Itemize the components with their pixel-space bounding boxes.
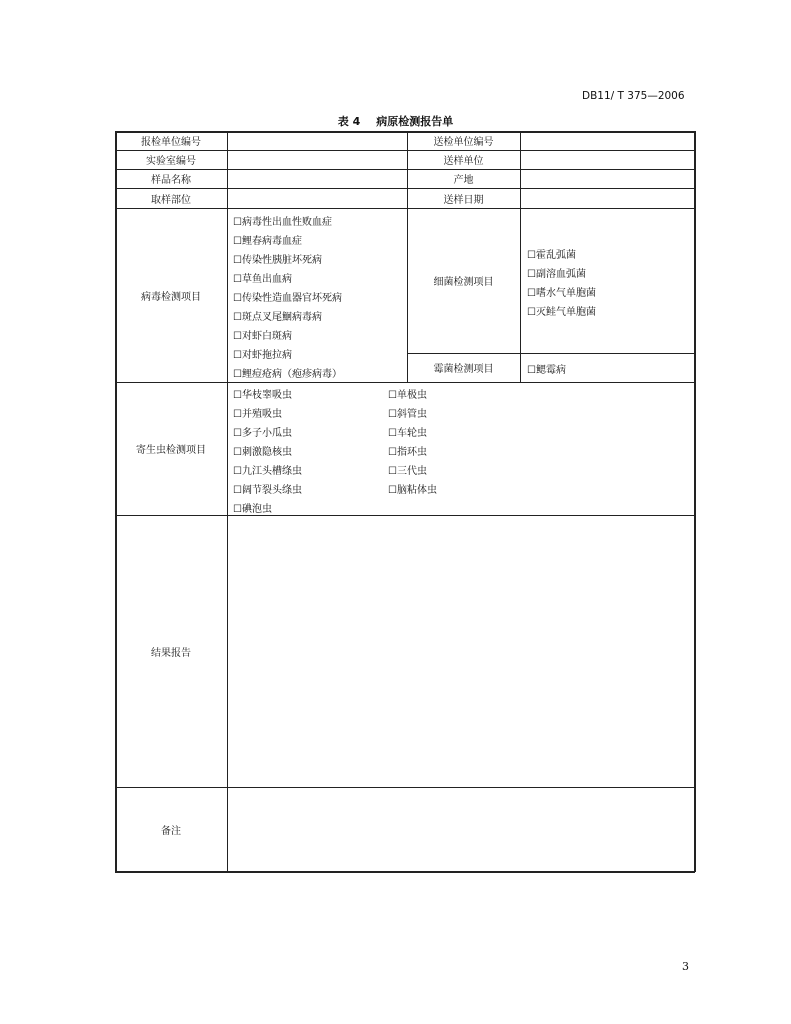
result-report-label: 结果报告 [151,647,191,659]
standard-code: DB11/ T 375—2006 [582,90,685,102]
bacteria-option: ☐副溶血弧菌 [527,269,586,280]
table-right-border [694,131,696,872]
sample-date-label: 送样日期 [443,194,484,206]
virus-option: ☐传染性胰脏坏死病 [233,255,322,266]
parasite-option: ☐华枝睾吸虫 [233,390,292,401]
bacteria-option: ☐嗜水气单胞菌 [527,288,596,299]
parasite-option: ☐单极虫 [388,390,427,401]
virus-option: ☐病毒性出血性败血症 [233,217,332,228]
parasite-option: ☐多子小瓜虫 [233,428,292,439]
virus-option: ☐传染性造血器官坏死病 [233,293,342,304]
virus-option: ☐对虾拖拉病 [233,350,292,361]
fungus-items-label: 霉菌检测项目 [433,364,494,375]
virus-option: ☐草鱼出血病 [233,274,292,285]
parasite-option: ☐九江头槽绦虫 [233,466,302,477]
parasite-items-label: 寄生虫检测项目 [136,445,206,456]
parasite-option: ☐阔节裂头绦虫 [233,485,302,496]
parasite-option: ☐脑粘体虫 [388,485,437,496]
bacteria-option: ☐灭鲑气单胞菌 [527,307,596,318]
sampling-site-label: 取样部位 [151,194,191,206]
virus-option: ☐鲤痘疮病（疱疹病毒） [233,369,342,380]
column-divider [227,131,228,872]
parasite-option: ☐指环虫 [388,447,427,458]
submit-unit-no-label: 报检单位编号 [141,137,201,148]
virus-option: ☐鲤春病毒血症 [233,236,302,247]
column-divider [520,131,521,382]
table-title [0,113,791,129]
remarks-label: 备注 [161,825,181,837]
bacteria-items-label: 细菌检测项目 [433,277,494,288]
bacteria-option: ☐霍乱弧菌 [527,250,576,261]
origin-label: 产地 [453,175,474,186]
send-unit-no-label: 送检单位编号 [433,137,494,148]
table-bottom-border [115,871,695,873]
parasite-option: ☐碘泡虫 [233,504,272,515]
lab-no-label: 实验室编号 [146,156,196,167]
parasite-option: ☐三代虫 [388,466,427,477]
sample-name-label: 样品名称 [151,175,191,186]
sample-unit-label: 送样单位 [443,156,484,167]
report-table [115,131,695,872]
virus-items-label: 病毒检测项目 [141,291,201,303]
table-number: 表 4 [337,115,361,128]
parasite-option: ☐刺激隐核虫 [233,447,292,458]
parasite-option: ☐斜管虫 [388,409,427,420]
parasite-option: ☐并殖吸虫 [233,409,282,420]
virus-option: ☐对虾白斑病 [233,331,292,342]
table-name: 病原检测报告单 [376,115,454,128]
parasite-option: ☐车轮虫 [388,428,427,439]
fungus-option: ☐鳃霉病 [527,365,566,376]
page-number: 3 [682,960,689,973]
virus-option: ☐斑点叉尾鮰病毒病 [233,312,322,323]
